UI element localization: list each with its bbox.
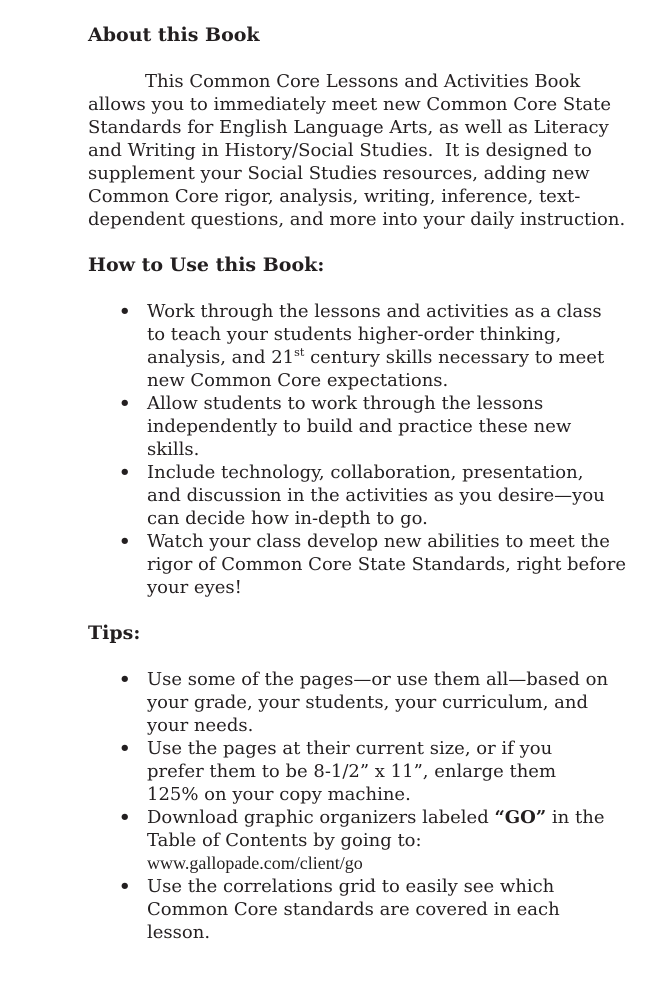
about-paragraph (88, 70, 647, 231)
list-item (88, 300, 647, 392)
text-line: This Common Core Lessons and Activities Book (145, 71, 581, 92)
tips-list (88, 668, 647, 944)
text-line: • Use the pages at their current size, or if you (147, 738, 553, 759)
text-line: skills. (147, 439, 200, 460)
text-line: • Download graphic organizers labeled “GO” in the (147, 807, 605, 828)
list-item (88, 875, 647, 944)
text-line: • Watch your class develop new abilities to meet the (147, 531, 610, 552)
text-line: and Writing in History/Social Studies. It is designed to (88, 140, 592, 161)
text-line: analysis, and 21st century skills necessary to meet (147, 346, 605, 368)
about-heading: About this Book (88, 24, 260, 46)
text-line: Common Core standards are covered in each (147, 899, 560, 920)
list-item (88, 461, 647, 530)
list-item (88, 530, 647, 599)
text-line: Standards for English Language Arts, as well as Literacy (88, 117, 609, 138)
text-line: • Use some of the pages—or use them all—based on (147, 669, 609, 690)
text-line: Common Core rigor, analysis, writing, inference, text- (88, 186, 581, 207)
list-item (88, 737, 647, 806)
text-line: Table of Contents by going to: (147, 830, 422, 851)
list-item (88, 392, 647, 461)
text-line: new Common Core expectations. (147, 370, 449, 391)
text-line: dependent questions, and more into your daily instruction. (88, 209, 626, 230)
text-line: www.gallopade.com/client/go (147, 853, 363, 873)
text-line: 125% on your copy machine. (147, 784, 411, 805)
text-line: • Include technology, collaboration, presentation, (147, 462, 584, 483)
text-line: prefer them to be 8-1/2” x 11”, enlarge them (147, 761, 557, 782)
list-item (88, 806, 647, 875)
list-item (88, 668, 647, 737)
text-line: independently to build and practice these new (147, 416, 572, 437)
text-line: your grade, your students, your curriculum, and (147, 692, 589, 713)
text-line: your needs. (147, 715, 254, 736)
text-line: allows you to immediately meet new Common Core State (88, 94, 612, 115)
text-line: • Allow students to work through the lessons (147, 393, 544, 414)
text-line: rigor of Common Core State Standards, right before (147, 554, 626, 575)
text-line: and discussion in the activities as you desire—you (147, 485, 605, 506)
text-line: can decide how in-depth to go. (147, 508, 428, 529)
text-line: supplement your Social Studies resources, adding new (88, 163, 590, 184)
how-to-list (88, 300, 647, 599)
text-line: your eyes! (147, 577, 242, 598)
text-line: • Use the correlations grid to easily see which (147, 876, 555, 897)
text-line: • Work through the lessons and activities as a class (147, 301, 602, 322)
how-to-heading: How to Use this Book: (88, 254, 325, 276)
text-line: lesson. (147, 922, 211, 943)
text-line: to teach your students higher-order thinking, (147, 324, 562, 345)
tips-heading: Tips: (88, 622, 141, 644)
